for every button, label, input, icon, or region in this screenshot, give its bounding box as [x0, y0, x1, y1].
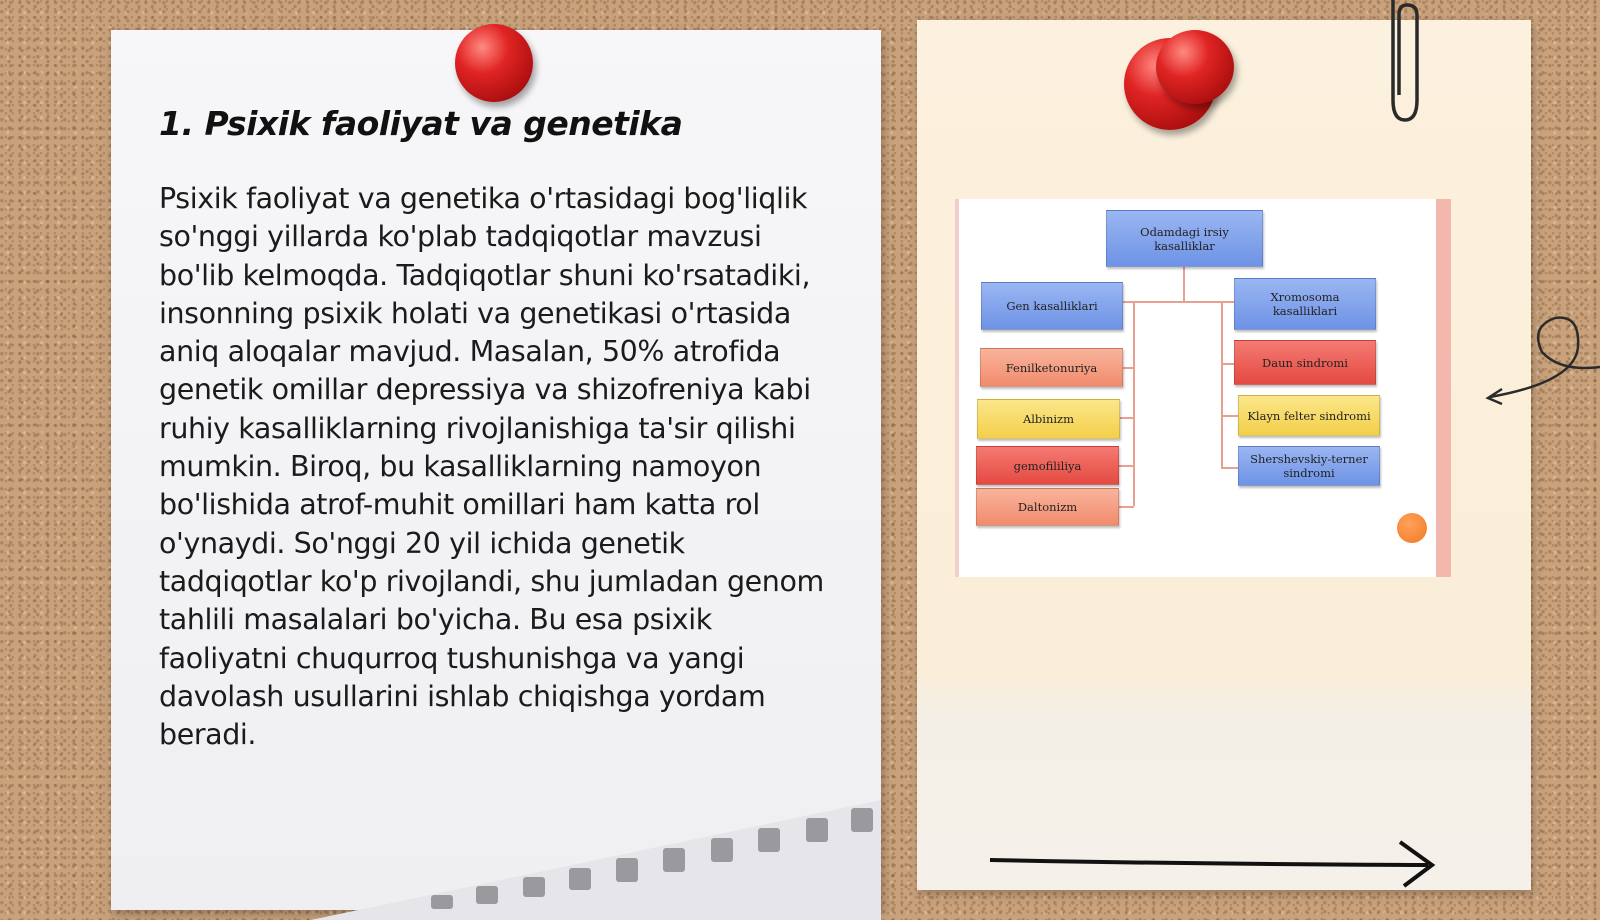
paperclip-icon — [1375, 0, 1425, 125]
diagram-right-child-node: Shershevskiy-terner sindromi — [1238, 446, 1380, 486]
slide-body-text: Psixik faoliyat va genetika o'rtasidagi bog'liqlik so'nggi yillarda ko'plab tadqiqotlar mavzusi bo'lib kelmoqda. Tadqiqotlar shuni ko'rsatadiki, insonning psixik holati va genetikasi o'rtasida aniq aloqalar mavjud. Masalan, 50% atrofida genetik omillar depressiya va shizofreniya kabi ruhiy kasalliklarning rivojlanishiga ta'sir qilishi mumkin. Biroq, bu kasalliklarning namoyon bo'lishida atrof-muhit omillari ham katta rol o'ynaydi. So'nggi 20 yil ichida genetik tadqiqotlar ko'p rivojlandi, shu jumladan genom tahlili masalalari bo'yicha. Bu esa psixik faoliyatni chuqurroq tushunishga va yangi davolash usullarini ishlab chiqishga yordam beradi. — [159, 182, 824, 752]
connector-line — [1122, 301, 1234, 303]
torn-paper-edge — [311, 800, 881, 920]
arrow-right-icon — [988, 838, 1448, 888]
diagram-right-child-node: Daun sindromi — [1234, 340, 1376, 385]
text-note-card — [111, 30, 881, 910]
connector-line — [1120, 417, 1134, 419]
connector-line — [1221, 467, 1239, 469]
curly-arrow-icon — [1480, 312, 1600, 412]
diagram-right-branch-node: Xromosoma kasalliklari — [1234, 278, 1376, 330]
diagram-right-child-node: Klayn felter sindromi — [1238, 395, 1380, 436]
diagram-left-child-node: Fenilketonuriya — [980, 348, 1123, 387]
connector-line — [1221, 415, 1239, 417]
connector-line — [1221, 301, 1223, 468]
pushpin-icon — [1156, 30, 1234, 104]
diagram-left-child-node: gemofililiya — [976, 446, 1119, 485]
diagram-left-child-node: Albinizm — [977, 399, 1120, 439]
diagram-left-child-node: Daltonizm — [976, 488, 1119, 526]
connector-line — [1221, 363, 1235, 365]
connector-line — [1183, 266, 1185, 302]
diagram-root-node: Odamdagi irsiy kasalliklar — [1106, 210, 1263, 267]
connector-line — [1118, 506, 1134, 508]
orange-dot-decoration — [1397, 513, 1427, 543]
connector-line — [1118, 465, 1134, 467]
connector-line — [1122, 367, 1134, 369]
pushpin-icon — [455, 24, 533, 102]
slide-title: 1. Psixik faoliyat va genetika — [159, 104, 683, 143]
diagram-left-branch-node: Gen kasalliklari — [981, 282, 1123, 330]
connector-line — [1133, 301, 1135, 506]
